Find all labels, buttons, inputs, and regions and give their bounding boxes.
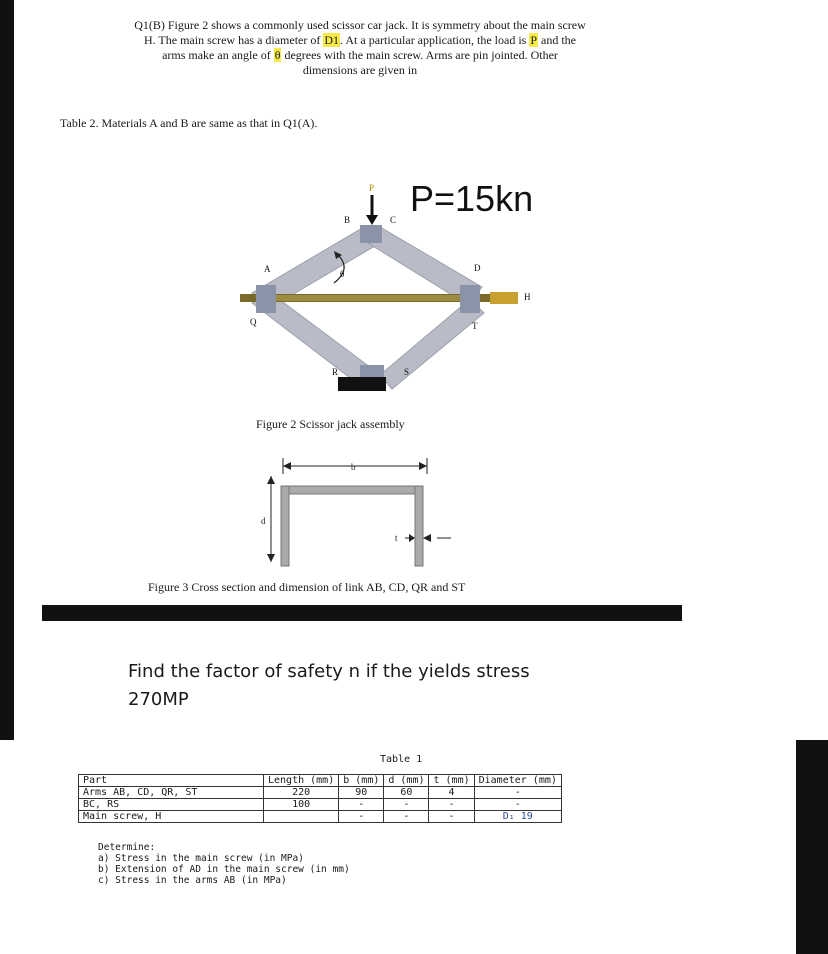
determine-b: b) Extension of AD in the main screw (in mm) [98,864,350,875]
cell-b: 90 [339,787,384,799]
figure3-caption: Figure 3 Cross section and dimension of link AB, CD, QR and ST [148,580,466,594]
cell-length: 220 [264,787,339,799]
question-text [40,18,680,78]
label-b-dim: b [351,462,356,472]
q-text-span: degrees with the main screw. Arms are pin jointed. Other [281,48,558,62]
question-line-2 [40,33,680,48]
table-row [79,787,562,799]
cross-section-figure [255,452,455,572]
q-text-span: arms make an angle of [162,48,274,62]
cell-d: 60 [384,787,429,799]
question-line-1: Q1(B) Figure 2 shows a commonly used scissor car jack. It is symmetry about the main screw [134,18,586,32]
t-arrow-head-left [409,534,415,542]
table2-note: Table 2. Materials A and B are same as that in Q1(A). [60,116,318,130]
label-h: H [524,292,531,302]
screw-end-h [490,292,518,304]
cell-diameter: - [474,787,561,799]
separator-bar [42,605,682,621]
th-length: Length (mm) [264,775,339,787]
th-d: d (mm) [384,775,429,787]
load-annotation: P=15kn [410,178,534,219]
b-arrow-left [283,462,291,470]
th-part: Part [79,775,264,787]
determine-block [98,842,350,886]
pin-a [256,285,276,313]
q-text-span: H. The main screw has a diameter of [143,33,324,47]
q-text-span: and the [538,33,577,47]
table-row [79,811,562,823]
base-block [338,377,386,391]
find-line-1: Find the factor of safety n if the yields stress [128,661,530,682]
th-t: t (mm) [429,775,474,787]
find-line-2: 270MP [128,689,189,710]
figure2-caption: Figure 2 Scissor jack assembly [256,417,405,431]
question-line-4: dimensions are given in [302,63,418,77]
channel-top [281,486,423,494]
cell-length [264,811,339,823]
table-row [79,799,562,811]
pin-b [360,225,382,243]
question-line-3 [40,48,680,63]
cell-b: - [339,799,384,811]
label-p: P [369,183,375,193]
cell-d: - [384,811,429,823]
left-border-bar [0,0,14,740]
cell-diameter: - [474,799,561,811]
q-text-span: . At a particular application, the load is [340,33,530,47]
label-q: Q [250,317,257,327]
cell-b: - [339,811,384,823]
channel-right [415,486,423,566]
channel-left [281,486,289,566]
cell-length: 100 [264,799,339,811]
highlight-p: P [530,33,538,47]
cell-diameter: D₁ 19 [474,811,561,823]
determine-c: c) Stress in the arms AB (in MPa) [98,875,287,886]
table-header-row [79,775,562,787]
right-edge-bar [796,740,828,954]
highlight-theta: θ [274,48,281,62]
cell-t: 4 [429,787,474,799]
label-r: R [332,367,339,377]
d-arrow-bottom [267,554,275,562]
label-b: B [344,215,351,225]
th-diameter: Diameter (mm) [474,775,561,787]
cell-d: - [384,799,429,811]
determine-title: Determine: [98,842,156,853]
screw-threads [272,295,462,301]
table1 [78,774,562,823]
label-t: T [472,321,478,331]
highlight-d1: D1 [324,33,340,47]
cell-part: BC, RS [79,799,264,811]
label-t-dim: t [395,533,398,543]
label-d: D [474,263,481,273]
cell-part: Arms AB, CD, QR, ST [79,787,264,799]
load-arrow-head [366,215,378,225]
d-arrow-top [267,476,275,484]
t-arrow-head-right [423,534,431,542]
label-a: A [264,264,271,274]
find-question [128,658,530,714]
pin-d [460,285,480,313]
label-theta: θ [340,269,345,279]
table1-caption: Table 1 [380,754,423,765]
determine-a: a) Stress in the main screw (in MPa) [98,853,304,864]
b-arrow-right [419,462,427,470]
cell-t: - [429,811,474,823]
label-s: S [404,367,410,377]
label-d-dim: d [261,516,266,526]
th-b: b (mm) [339,775,384,787]
label-c: C [390,215,397,225]
cell-part: Main screw, H [79,811,264,823]
cell-t: - [429,799,474,811]
